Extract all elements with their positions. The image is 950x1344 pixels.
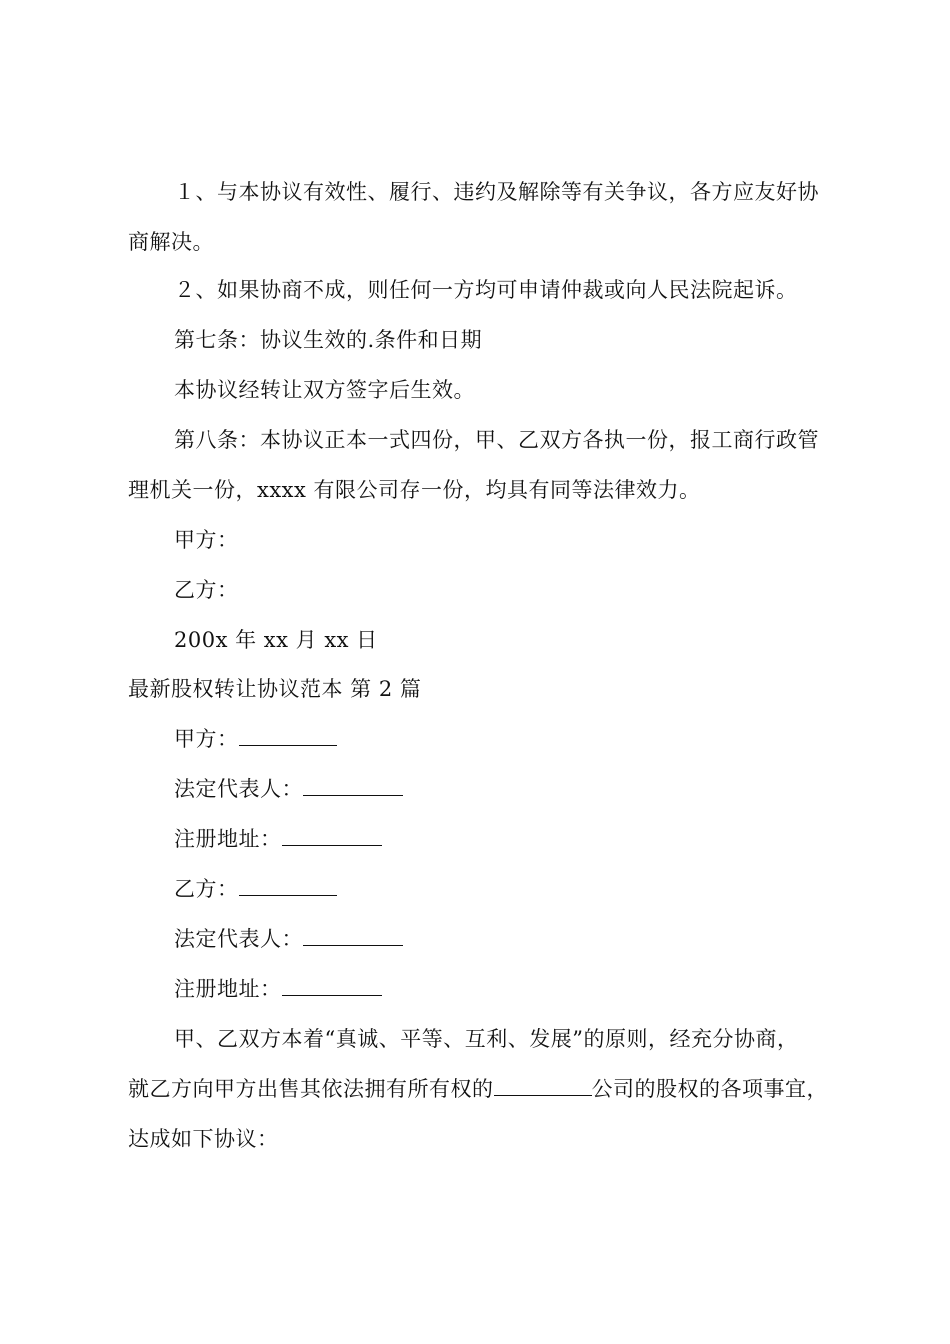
party-b-address-field [174,975,382,1003]
party-a-label: 甲方： [174,727,239,751]
paragraph-dispute-2: ２、如果协商不成，则任何一方均可申请仲裁或向人民法院起诉。 [174,278,798,302]
paragraph-dispute-1-cont: 商解决。 [128,230,214,254]
party-b-representative-label: 法定代表人： [174,927,303,951]
party-a-address-field [174,825,382,853]
party-b-address-blank [282,977,382,996]
party-b-label: 乙方： [174,877,239,901]
party-a-representative-label: 法定代表人： [174,777,303,801]
closing-paragraph-line-1: 甲、乙双方本着“真诚、平等、互利、发展”的原则，经充分协商， [174,1027,799,1051]
party-a-address-blank [282,827,382,846]
party-b-representative-field [174,925,403,953]
party-a-blank [239,727,337,746]
closing-paragraph-line-3: 达成如下协议： [128,1127,279,1151]
party-b-signature: 乙方： [174,578,239,602]
party-a-address-label: 注册地址： [174,827,282,851]
party-a-signature: 甲方： [174,528,239,552]
closing-text-before-blank: 就乙方向甲方出售其依法拥有所有权的 [128,1077,494,1101]
closing-text-after-blank: 公司的股权的各项事宜， [591,1077,828,1101]
paragraph-dispute-1: １、与本协议有效性、履行、违约及解除等有关争议，各方应友好协 [174,180,819,204]
article-8-text: 第八条：本协议正本一式四份，甲、乙双方各执一份，报工商行政管 [174,428,819,452]
party-b-representative-blank [303,927,403,946]
article-7-heading: 第七条：协议生效的.条件和日期 [174,328,483,352]
article-7-text: 本协议经转让双方签字后生效。 [174,378,475,402]
party-b-address-label: 注册地址： [174,977,282,1001]
party-b-field [174,875,337,903]
signature-date: 200x 年 xx 月 xx 日 [174,628,378,652]
party-a-representative-field [174,775,403,803]
party-a-field [174,725,337,753]
article-8-text-cont: 理机关一份，xxxx 有限公司存一份，均具有同等法律效力。 [128,478,701,502]
section-title: 最新股权转让协议范本 第 2 篇 [128,677,422,701]
closing-paragraph-line-2 [128,1075,828,1103]
company-name-blank [494,1077,592,1096]
party-b-blank [239,877,337,896]
party-a-representative-blank [303,777,403,796]
